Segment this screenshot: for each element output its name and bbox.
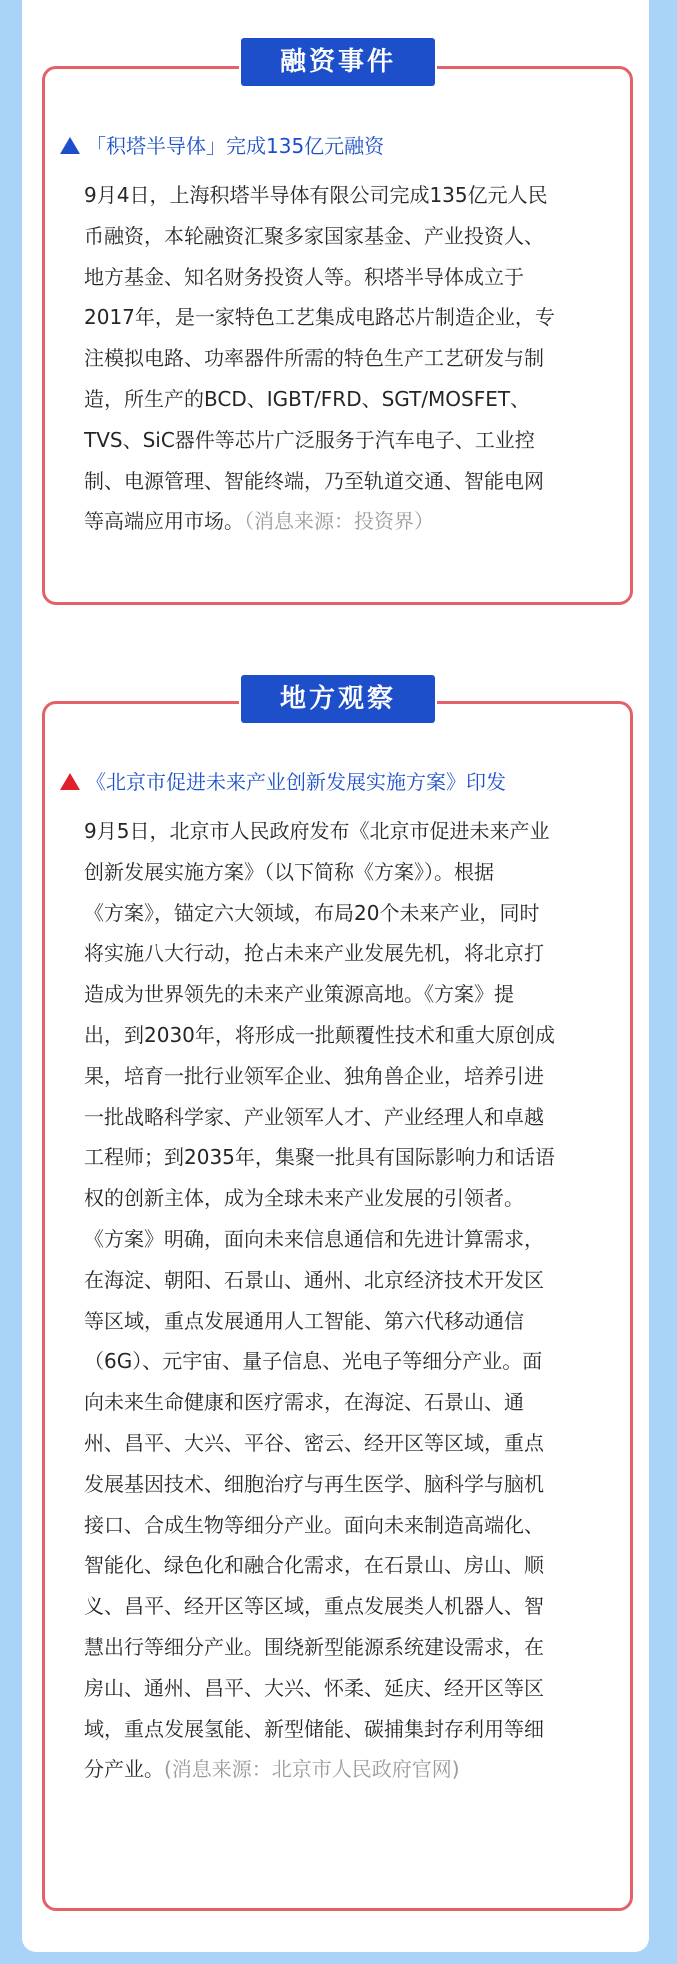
financing-body	[84, 175, 604, 542]
section-title-financing: 融资事件	[241, 38, 435, 86]
local-headline-text: 《北京市促进未来产业创新发展实施方案》印发	[86, 770, 506, 794]
text-line: 9月4日，上海积塔半导体有限公司完成135亿元人民	[84, 183, 548, 207]
text-line: 州、昌平、大兴、平谷、密云、经开区等区域，重点	[84, 1430, 544, 1455]
news-source: （消息来源：投资界）	[244, 509, 434, 534]
text-line: 币融资，本轮融资汇聚多家国家基金、产业投资人、	[84, 223, 544, 248]
text-line: 义、昌平、经开区等区域，重点发展类人机器人、智	[84, 1594, 544, 1619]
text-line: 《方案》明确，面向未来信息通信和先进计算需求，	[84, 1226, 544, 1251]
text-line: 一批战略科学家、产业领军人才、产业经理人和卓越	[84, 1104, 544, 1129]
blue-triangle-icon	[60, 137, 80, 154]
financing-headline[interactable]	[60, 132, 620, 160]
text-line: 接口、合成生物等细分产业。面向未来制造高端化、	[84, 1512, 544, 1537]
text-line: 房山、通州、昌平、大兴、怀柔、延庆、经开区等区	[84, 1675, 544, 1700]
news-source: (消息来源：北京市人民政府官网)	[164, 1757, 460, 1782]
text-line: 域，重点发展氢能、新型储能、碳捕集封存利用等细	[84, 1716, 544, 1741]
text-line-last	[84, 501, 604, 542]
last-line-text: 分产业。	[84, 1757, 164, 1782]
text-line: 慧出行等细分产业。围绕新型能源系统建设需求，在	[84, 1634, 544, 1659]
text-line: 发展基因技术、细胞治疗与再生医学、脑科学与脑机	[84, 1471, 544, 1496]
text-line: 工程师；到2035年，集聚一批具有国际影响力和话语	[84, 1145, 555, 1170]
text-line: 地方基金、知名财务投资人等。积塔半导体成立于	[84, 264, 524, 289]
text-line: 注模拟电路、功率器件所需的特色生产工艺研发与制	[84, 346, 544, 371]
text-line: 将实施八大行动，抢占未来产业发展先机，将北京打	[84, 941, 544, 966]
local-body	[84, 811, 604, 1790]
text-line-last	[84, 1749, 604, 1790]
text-line: 造成为世界领先的未来产业策源高地。《方案》提	[84, 982, 514, 1007]
text-line: 出，到2030年，将形成一批颠覆性技术和重大原创成	[84, 1022, 555, 1047]
local-headline[interactable]	[60, 768, 620, 796]
text-line: 智能化、绿色化和融合化需求，在石景山、房山、顺	[84, 1553, 544, 1578]
text-line: 制、电源管理、智能终端，乃至轨道交通、智能电网	[84, 468, 544, 493]
text-line: 权的创新主体，成为全球未来产业发展的引领者。	[84, 1186, 524, 1211]
text-line: 等区域，重点发展通用人工智能、第六代移动通信	[84, 1308, 524, 1333]
text-line: 创新发展实施方案》（以下简称《方案》）。根据	[84, 859, 494, 884]
text-line: 造，所生产的BCD、IGBT/FRD、SGT/MOSFET、	[84, 386, 531, 411]
text-line: 《方案》，锚定六大领域，布局20个未来产业，同时	[84, 900, 540, 925]
text-line: 在海淀、朝阳、石景山、通州、北京经济技术开发区	[84, 1267, 544, 1292]
text-line: 向未来生命健康和医疗需求，在海淀、石景山、通	[84, 1390, 524, 1415]
financing-headline-text: 「积塔半导体」完成135亿元融资	[86, 134, 385, 158]
text-line: （6G）、元宇宙、量子信息、光电子等细分产业。面	[84, 1349, 543, 1374]
text-line: 2017年，是一家特色工艺集成电路芯片制造企业，专	[84, 305, 555, 330]
text-line: 9月5日，北京市人民政府发布《北京市促进未来产业	[84, 819, 550, 843]
red-triangle-icon	[60, 773, 80, 790]
text-line: TVS、SiC器件等芯片广泛服务于汽车电子、工业控	[84, 427, 535, 452]
text-line: 果，培育一批行业领军企业、独角兽企业，培养引进	[84, 1063, 544, 1088]
last-line-text: 等高端应用市场。	[84, 509, 244, 534]
section-title-local: 地方观察	[241, 675, 435, 723]
